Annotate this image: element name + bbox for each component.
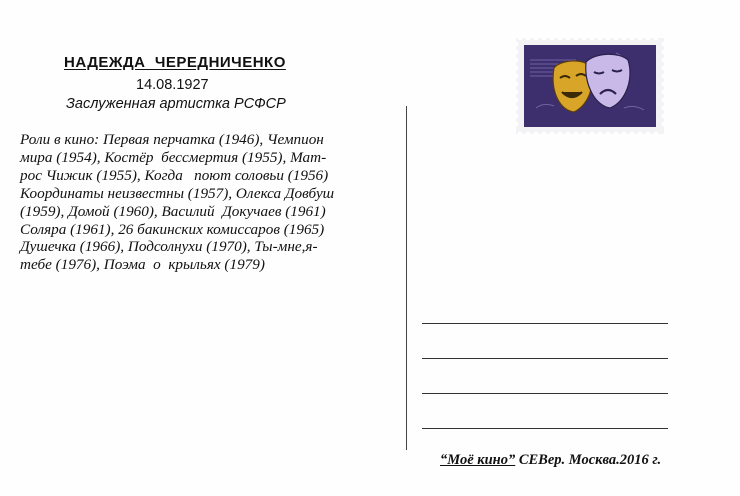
address-line[interactable]: [422, 428, 668, 429]
publisher-credit: [440, 452, 661, 469]
series-name: “Моё кино”: [440, 452, 516, 468]
film-roles-text: [20, 131, 395, 274]
roles-line: Координаты неизвестны (1957), Олекса Довбуш: [20, 184, 335, 202]
address-line[interactable]: [422, 358, 668, 359]
address-line[interactable]: [422, 323, 668, 324]
address-line[interactable]: [422, 393, 668, 394]
roles-line: (1959), Домой (1960), Василий Докучаев (1961): [20, 202, 326, 220]
publisher-info: СЕВер. Москва.2016 г.: [515, 452, 662, 468]
roles-line: Душечка (1966), Подсолнухи (1970), Ты-мне,я-: [20, 238, 318, 256]
roles-line: мира (1954), Костёр бессмертия (1955), Мат-: [20, 148, 327, 166]
roles-line: рос Чижик (1955), Когда поют соловьи (1956): [20, 166, 329, 184]
roles-line: Роли в кино: Первая перчатка (1946), Чемпион: [20, 131, 324, 148]
postage-stamp: [516, 38, 664, 134]
honor-title: Заслуженная артистка РСФСР: [66, 96, 286, 112]
roles-line: тебе (1976), Поэма о крыльях (1979): [20, 256, 265, 274]
birth-date: 14.08.1927: [136, 77, 209, 93]
roles-line: Соляра (1961), 26 бакинских комиссаров (1965): [20, 220, 325, 238]
actress-name: НАДЕЖДА ЧЕРЕДНИЧЕНКО: [64, 54, 286, 71]
center-divider: [406, 106, 407, 450]
